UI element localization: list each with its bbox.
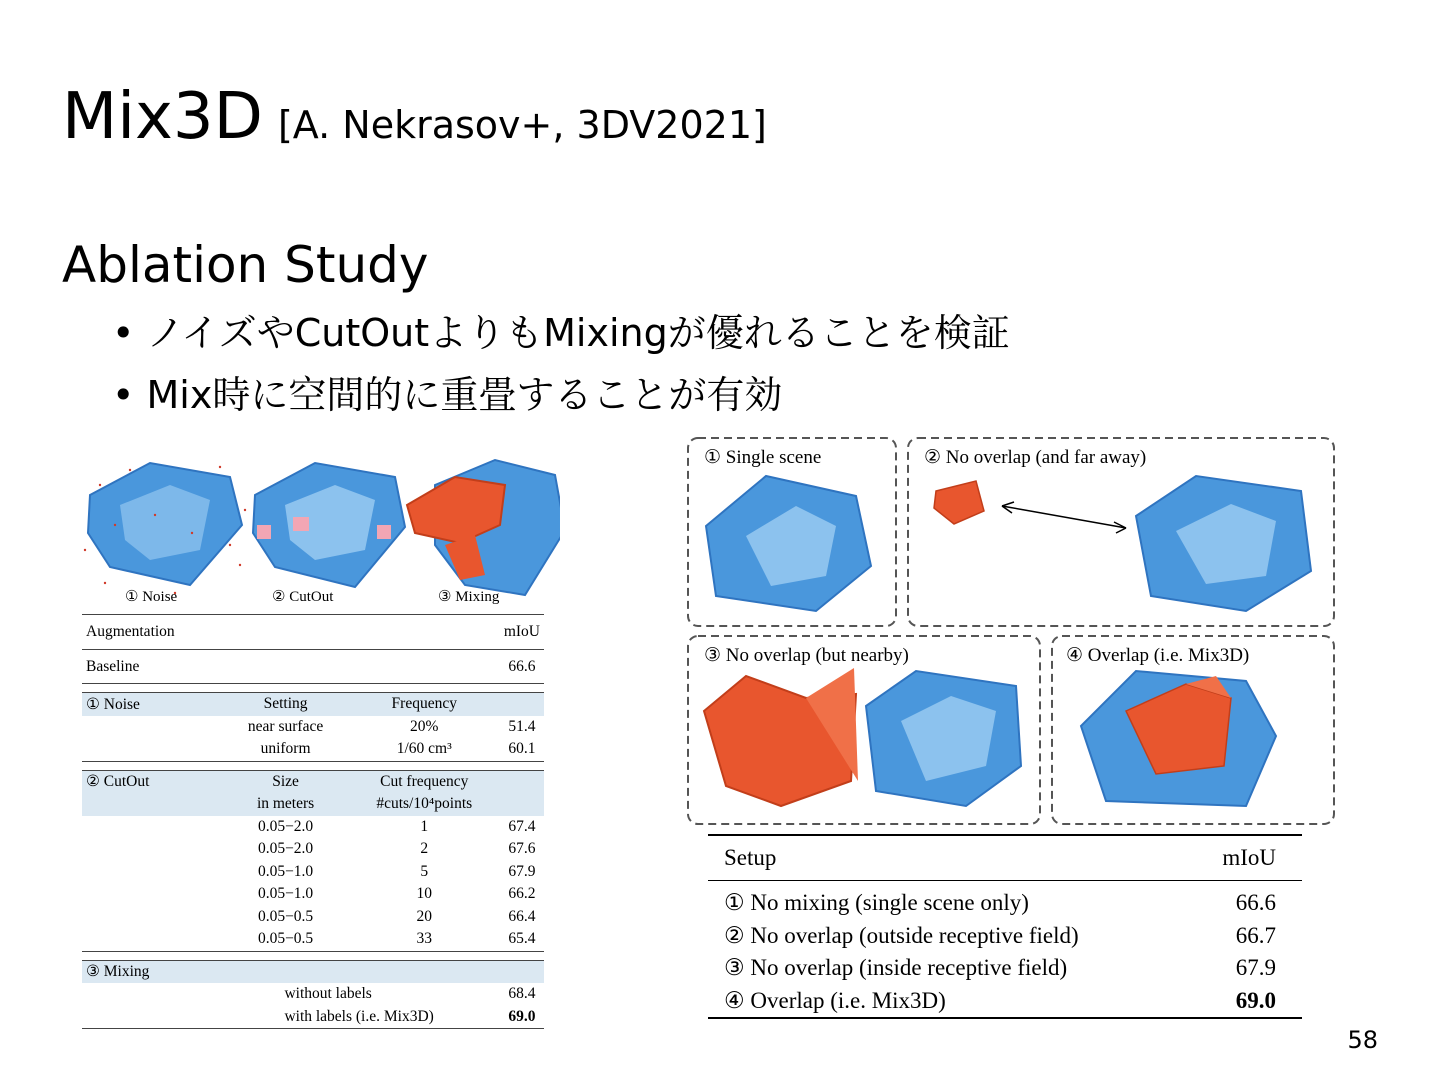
table-row bbox=[708, 952, 1302, 985]
cell-miou: 67.9 bbox=[1235, 955, 1276, 981]
cell-setup: ② No overlap (outside receptive field) bbox=[724, 922, 1079, 948]
noise-header-row bbox=[82, 693, 544, 716]
augmentation-ablation-table bbox=[82, 614, 544, 1029]
mixing-header-row bbox=[82, 960, 544, 983]
cell-size: 0.05−2.0 bbox=[257, 817, 314, 835]
cell-miou: 66.7 bbox=[1235, 922, 1276, 948]
table-row bbox=[82, 1006, 544, 1029]
bullet-item: • Mix時に空間的に重畳することが有効 bbox=[112, 364, 1010, 426]
cell-setting: near surface bbox=[247, 717, 324, 735]
cell-miou-best: 69.0 bbox=[500, 1006, 544, 1029]
header-augmentation: Augmentation bbox=[82, 615, 222, 650]
header-miou: mIoU bbox=[1184, 835, 1302, 881]
cell-freq: 2 bbox=[420, 840, 429, 858]
cell-miou: 67.4 bbox=[508, 817, 536, 835]
cell-size: 0.05−0.5 bbox=[257, 907, 314, 925]
baseline-row bbox=[82, 650, 544, 684]
table-row bbox=[82, 861, 544, 884]
cell-size: 0.05−0.5 bbox=[222, 928, 348, 951]
cell-size: 0.05−1.0 bbox=[257, 885, 314, 903]
bullet-item: • ノイズやCutOutよりもMixingが優れることを検証 bbox=[112, 302, 1010, 364]
noise-scene-image bbox=[84, 463, 246, 594]
table-row bbox=[708, 985, 1302, 1019]
panel-label-nearby: ③ No overlap (but nearby) bbox=[704, 645, 909, 666]
cell-freq: 5 bbox=[420, 862, 429, 880]
noise-frequency-header: Frequency bbox=[349, 693, 500, 716]
mixing-label: ③ Mixing bbox=[82, 960, 222, 983]
noise-setting-header: Setting bbox=[222, 693, 348, 716]
fig-label-noise: ① Noise bbox=[125, 589, 178, 605]
cell-setup: ④ Overlap (i.e. Mix3D) bbox=[708, 985, 1184, 1019]
section-subtitle: Ablation Study bbox=[62, 236, 429, 294]
cell-miou-best: 69.0 bbox=[1184, 985, 1302, 1019]
cutout-scene-image bbox=[253, 463, 405, 587]
cell-miou: 67.9 bbox=[508, 862, 536, 880]
panel-label-far: ② No overlap (and far away) bbox=[924, 447, 1147, 468]
cell-setting: without labels bbox=[284, 985, 372, 1003]
table-row bbox=[708, 920, 1302, 953]
cell-size: 0.05−2.0 bbox=[257, 840, 314, 858]
noise-label: ① Noise bbox=[82, 693, 222, 716]
cutout-header-row-2 bbox=[82, 793, 544, 816]
cell-miou: 66.6 bbox=[1235, 890, 1276, 916]
augmentation-figure bbox=[80, 455, 560, 607]
cell-setup: ③ No overlap (inside receptive field) bbox=[724, 955, 1068, 981]
cutout-size-header: Size bbox=[222, 770, 348, 793]
cell-miou: 66.2 bbox=[508, 885, 536, 903]
fig-label-mixing: ③ Mixing bbox=[438, 589, 500, 605]
header-setup: Setup bbox=[708, 835, 1184, 881]
table-row bbox=[82, 906, 544, 929]
table-row bbox=[82, 738, 544, 761]
table-row bbox=[82, 716, 544, 739]
header-miou: mIoU bbox=[500, 615, 544, 650]
cell-frequency: 1/60 cm³ bbox=[349, 738, 500, 761]
cutout-size-unit: in meters bbox=[222, 793, 348, 816]
cell-size: 0.05−1.0 bbox=[257, 862, 314, 880]
overlap-figure bbox=[686, 436, 1338, 828]
cell-miou: 66.4 bbox=[508, 907, 536, 925]
cutout-freq-header: Cut frequency bbox=[349, 770, 500, 793]
fig-label-cutout: ② CutOut bbox=[272, 589, 334, 605]
cutout-label: ② CutOut bbox=[82, 770, 222, 793]
cell-miou: 65.4 bbox=[500, 928, 544, 951]
cell-miou: 68.4 bbox=[508, 985, 536, 1003]
cell-freq: 33 bbox=[349, 928, 500, 951]
baseline-miou: 66.6 bbox=[500, 650, 544, 684]
table-row bbox=[82, 883, 544, 906]
cutout-freq-unit: #cuts/10⁴points bbox=[349, 793, 500, 816]
panel-label-overlap: ④ Overlap (i.e. Mix3D) bbox=[1066, 645, 1250, 666]
mixing-scene-image bbox=[407, 460, 560, 595]
slide-title bbox=[62, 80, 767, 154]
cell-freq: 1 bbox=[420, 817, 429, 835]
overlap-ablation-table bbox=[708, 834, 1302, 1019]
page-number: 58 bbox=[1347, 1026, 1378, 1054]
cutout-header-row bbox=[82, 770, 544, 793]
cell-freq: 10 bbox=[416, 885, 433, 903]
cell-frequency: 20% bbox=[410, 717, 439, 735]
table-header-row bbox=[82, 615, 544, 650]
cell-setting: with labels (i.e. Mix3D) bbox=[222, 1006, 499, 1029]
cell-miou: 60.1 bbox=[500, 738, 544, 761]
cell-setting: uniform bbox=[222, 738, 348, 761]
bullet-list bbox=[112, 302, 1010, 426]
table-row bbox=[708, 881, 1302, 920]
cell-miou: 51.4 bbox=[508, 717, 536, 735]
cell-freq: 20 bbox=[416, 907, 433, 925]
distance-arrow bbox=[1002, 506, 1126, 528]
title-citation: [A. Nekrasov+, 3DV2021] bbox=[277, 103, 767, 147]
panel-label-single: ① Single scene bbox=[704, 447, 822, 468]
table-row bbox=[82, 983, 544, 1006]
table-header-row bbox=[708, 835, 1302, 881]
title-main: Mix3D bbox=[62, 80, 263, 154]
table-row bbox=[82, 838, 544, 861]
cell-miou: 67.6 bbox=[508, 840, 536, 858]
cell-setup: ① No mixing (single scene only) bbox=[724, 890, 1029, 916]
baseline-label: Baseline bbox=[82, 650, 222, 684]
table-row bbox=[82, 928, 544, 951]
table-row bbox=[82, 816, 544, 839]
